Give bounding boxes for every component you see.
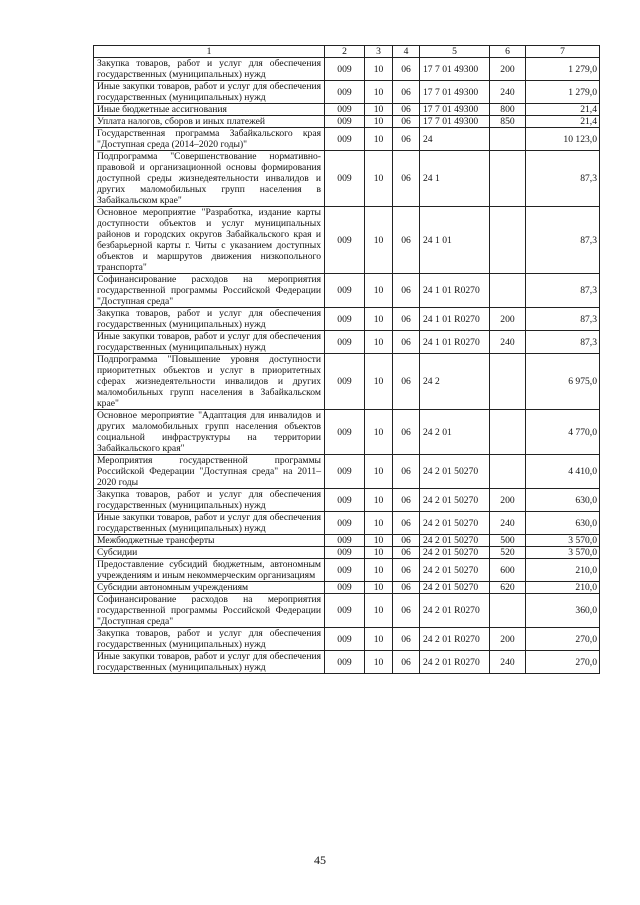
subsection-cell: 06 <box>393 151 420 207</box>
section-cell: 10 <box>365 104 393 116</box>
ministry-code-cell: 009 <box>325 354 365 410</box>
table-row <box>94 410 600 455</box>
subsection-cell: 06 <box>393 651 420 674</box>
amount-cell: 630,0 <box>526 489 600 512</box>
row-name-cell: Закупка товаров, работ и услуг для обеспечения государственных (муниципальных) нужд <box>94 628 325 651</box>
target-article-cell: 24 2 01 <box>420 410 490 455</box>
row-name-cell: Закупка товаров, работ и услуг для обеспечения государственных (муниципальных) нужд <box>94 489 325 512</box>
target-article-cell: 24 2 01 R0270 <box>420 651 490 674</box>
amount-cell: 21,4 <box>526 116 600 128</box>
ministry-code-cell: 009 <box>325 559 365 582</box>
expense-type-cell: 240 <box>490 512 526 535</box>
amount-cell: 360,0 <box>526 594 600 628</box>
table-row <box>94 535 600 547</box>
expense-type-cell <box>490 354 526 410</box>
amount-cell: 210,0 <box>526 559 600 582</box>
ministry-code-cell: 009 <box>325 308 365 331</box>
ministry-code-cell: 009 <box>325 128 365 151</box>
expense-type-cell: 520 <box>490 547 526 559</box>
expense-type-cell <box>490 455 526 489</box>
subsection-cell: 06 <box>393 559 420 582</box>
ministry-code-cell: 009 <box>325 594 365 628</box>
amount-cell: 87,3 <box>526 308 600 331</box>
expense-type-cell: 200 <box>490 308 526 331</box>
target-article-cell: 24 2 01 50270 <box>420 559 490 582</box>
subsection-cell: 06 <box>393 512 420 535</box>
row-name-cell: Субсидии <box>94 547 325 559</box>
table-row <box>94 354 600 410</box>
expense-type-cell <box>490 274 526 308</box>
ministry-code-cell: 009 <box>325 274 365 308</box>
subsection-cell: 06 <box>393 116 420 128</box>
row-name-cell: Основное мероприятие "Адаптация для инвалидов и других маломобильных групп населения объектов социальной инфраструктуры на территории Забайкальского края" <box>94 410 325 455</box>
subsection-cell: 06 <box>393 535 420 547</box>
expense-type-cell: 850 <box>490 116 526 128</box>
section-cell: 10 <box>365 331 393 354</box>
table-row <box>94 547 600 559</box>
subsection-cell: 06 <box>393 331 420 354</box>
expense-type-cell <box>490 410 526 455</box>
table-row <box>94 331 600 354</box>
expense-type-cell <box>490 128 526 151</box>
table-row <box>94 582 600 594</box>
amount-cell: 6 975,0 <box>526 354 600 410</box>
subsection-cell: 06 <box>393 547 420 559</box>
subsection-cell: 06 <box>393 81 420 104</box>
header-cell: 6 <box>490 46 526 58</box>
amount-cell: 4 770,0 <box>526 410 600 455</box>
expense-type-cell: 240 <box>490 651 526 674</box>
expense-type-cell: 620 <box>490 582 526 594</box>
subsection-cell: 06 <box>393 104 420 116</box>
header-cell: 7 <box>526 46 600 58</box>
table-body <box>94 46 600 674</box>
row-name-cell: Подпрограмма "Повышение уровня доступности приоритетных объектов и услуг в приоритетных сферах жизнедеятельности инвалидов и других маломобильных групп населения в Забайкальском крае" <box>94 354 325 410</box>
row-name-cell: Подпрограмма "Совершенствование нормативно-правовой и организационной основы формирования доступной среды жизнедеятельности инвалидов и других маломобильных групп населения в Забайкальском крае" <box>94 151 325 207</box>
ministry-code-cell: 009 <box>325 151 365 207</box>
amount-cell: 270,0 <box>526 651 600 674</box>
expense-type-cell: 600 <box>490 559 526 582</box>
section-cell: 10 <box>365 410 393 455</box>
section-cell: 10 <box>365 512 393 535</box>
table-row <box>94 559 600 582</box>
table-row <box>94 207 600 274</box>
expense-type-cell: 240 <box>490 331 526 354</box>
row-name-cell: Софинансирование расходов на мероприятия государственной программы Российской Федерации "Доступная среда" <box>94 594 325 628</box>
amount-cell: 630,0 <box>526 512 600 535</box>
section-cell: 10 <box>365 594 393 628</box>
row-name-cell: Иные закупки товаров, работ и услуг для обеспечения государственных (муниципальных) нужд <box>94 81 325 104</box>
section-cell: 10 <box>365 455 393 489</box>
table-row <box>94 308 600 331</box>
amount-cell: 21,4 <box>526 104 600 116</box>
header-cell: 3 <box>365 46 393 58</box>
ministry-code-cell: 009 <box>325 547 365 559</box>
amount-cell: 4 410,0 <box>526 455 600 489</box>
ministry-code-cell: 009 <box>325 628 365 651</box>
row-name-cell: Иные закупки товаров, работ и услуг для обеспечения государственных (муниципальных) нужд <box>94 651 325 674</box>
target-article-cell: 24 <box>420 128 490 151</box>
ministry-code-cell: 009 <box>325 489 365 512</box>
table-header-row <box>94 46 600 58</box>
table-row <box>94 128 600 151</box>
expense-type-cell: 200 <box>490 58 526 81</box>
amount-cell: 87,3 <box>526 151 600 207</box>
header-cell: 1 <box>94 46 325 58</box>
subsection-cell: 06 <box>393 128 420 151</box>
table-row <box>94 651 600 674</box>
target-article-cell: 17 7 01 49300 <box>420 104 490 116</box>
target-article-cell: 24 2 01 50270 <box>420 582 490 594</box>
amount-cell: 3 570,0 <box>526 535 600 547</box>
row-name-cell: Субсидии автономным учреждениям <box>94 582 325 594</box>
row-name-cell: Межбюджетные трансферты <box>94 535 325 547</box>
amount-cell: 210,0 <box>526 582 600 594</box>
table-row <box>94 116 600 128</box>
section-cell: 10 <box>365 628 393 651</box>
page-number: 45 <box>314 853 326 867</box>
table-row <box>94 58 600 81</box>
table-row <box>94 104 600 116</box>
expense-type-cell: 500 <box>490 535 526 547</box>
subsection-cell: 06 <box>393 354 420 410</box>
section-cell: 10 <box>365 58 393 81</box>
section-cell: 10 <box>365 81 393 104</box>
ministry-code-cell: 009 <box>325 116 365 128</box>
section-cell: 10 <box>365 151 393 207</box>
section-cell: 10 <box>365 207 393 274</box>
ministry-code-cell: 009 <box>325 582 365 594</box>
amount-cell: 1 279,0 <box>526 81 600 104</box>
row-name-cell: Государственная программа Забайкальского края "Доступная среда (2014–2020 годы)" <box>94 128 325 151</box>
table-row <box>94 594 600 628</box>
subsection-cell: 06 <box>393 628 420 651</box>
table-row <box>94 512 600 535</box>
header-cell: 4 <box>393 46 420 58</box>
amount-cell: 87,3 <box>526 274 600 308</box>
expense-type-cell: 200 <box>490 489 526 512</box>
expense-type-cell: 240 <box>490 81 526 104</box>
section-cell: 10 <box>365 651 393 674</box>
row-name-cell: Уплата налогов, сборов и иных платежей <box>94 116 325 128</box>
target-article-cell: 24 1 01 R0270 <box>420 308 490 331</box>
amount-cell: 87,3 <box>526 331 600 354</box>
section-cell: 10 <box>365 559 393 582</box>
target-article-cell: 24 2 01 50270 <box>420 489 490 512</box>
target-article-cell: 17 7 01 49300 <box>420 58 490 81</box>
ministry-code-cell: 009 <box>325 455 365 489</box>
header-cell: 2 <box>325 46 365 58</box>
subsection-cell: 06 <box>393 207 420 274</box>
table-row <box>94 81 600 104</box>
expense-type-cell <box>490 151 526 207</box>
subsection-cell: 06 <box>393 274 420 308</box>
row-name-cell: Иные закупки товаров, работ и услуг для обеспечения государственных (муниципальных) нужд <box>94 331 325 354</box>
target-article-cell: 24 2 01 50270 <box>420 547 490 559</box>
row-name-cell: Мероприятия государственной программы Российской Федерации "Доступная среда" на 2011–2020 годы <box>94 455 325 489</box>
target-article-cell: 24 1 <box>420 151 490 207</box>
target-article-cell: 24 2 01 50270 <box>420 455 490 489</box>
ministry-code-cell: 009 <box>325 512 365 535</box>
table-row <box>94 489 600 512</box>
section-cell: 10 <box>365 582 393 594</box>
amount-cell: 270,0 <box>526 628 600 651</box>
section-cell: 10 <box>365 128 393 151</box>
ministry-code-cell: 009 <box>325 331 365 354</box>
ministry-code-cell: 009 <box>325 207 365 274</box>
ministry-code-cell: 009 <box>325 104 365 116</box>
subsection-cell: 06 <box>393 58 420 81</box>
subsection-cell: 06 <box>393 308 420 331</box>
header-cell: 5 <box>420 46 490 58</box>
row-name-cell: Софинансирование расходов на мероприятия государственной программы Российской Федерации "Доступная среда" <box>94 274 325 308</box>
section-cell: 10 <box>365 547 393 559</box>
row-name-cell: Иные бюджетные ассигнования <box>94 104 325 116</box>
ministry-code-cell: 009 <box>325 535 365 547</box>
target-article-cell: 24 1 01 <box>420 207 490 274</box>
table-row <box>94 274 600 308</box>
expense-type-cell: 800 <box>490 104 526 116</box>
expense-type-cell <box>490 594 526 628</box>
ministry-code-cell: 009 <box>325 410 365 455</box>
row-name-cell: Иные закупки товаров, работ и услуг для обеспечения государственных (муниципальных) нужд <box>94 512 325 535</box>
target-article-cell: 24 1 01 R0270 <box>420 331 490 354</box>
row-name-cell: Основное мероприятие "Разработка, издание карты доступности объектов и услуг муниципальных районов и городских округов Забайкальского края и безбарьерной карты г. Читы с указанием доступных объектов и маршрутов движения низкопольного транспорта" <box>94 207 325 274</box>
target-article-cell: 17 7 01 49300 <box>420 81 490 104</box>
row-name-cell: Предоставление субсидий бюджетным, автономным учреждениям и иным некоммерческим организациям <box>94 559 325 582</box>
target-article-cell: 24 2 01 R0270 <box>420 594 490 628</box>
section-cell: 10 <box>365 274 393 308</box>
target-article-cell: 24 2 01 R0270 <box>420 628 490 651</box>
section-cell: 10 <box>365 116 393 128</box>
target-article-cell: 24 2 01 50270 <box>420 512 490 535</box>
table-row <box>94 628 600 651</box>
subsection-cell: 06 <box>393 582 420 594</box>
row-name-cell: Закупка товаров, работ и услуг для обеспечения государственных (муниципальных) нужд <box>94 308 325 331</box>
section-cell: 10 <box>365 489 393 512</box>
target-article-cell: 24 2 <box>420 354 490 410</box>
amount-cell: 3 570,0 <box>526 547 600 559</box>
ministry-code-cell: 009 <box>325 58 365 81</box>
amount-cell: 87,3 <box>526 207 600 274</box>
expense-type-cell <box>490 207 526 274</box>
ministry-code-cell: 009 <box>325 651 365 674</box>
subsection-cell: 06 <box>393 410 420 455</box>
ministry-code-cell: 009 <box>325 81 365 104</box>
budget-table <box>93 45 600 674</box>
table-row <box>94 151 600 207</box>
section-cell: 10 <box>365 354 393 410</box>
subsection-cell: 06 <box>393 455 420 489</box>
expense-type-cell: 200 <box>490 628 526 651</box>
subsection-cell: 06 <box>393 489 420 512</box>
amount-cell: 1 279,0 <box>526 58 600 81</box>
section-cell: 10 <box>365 308 393 331</box>
target-article-cell: 24 2 01 50270 <box>420 535 490 547</box>
section-cell: 10 <box>365 535 393 547</box>
row-name-cell: Закупка товаров, работ и услуг для обеспечения государственных (муниципальных) нужд <box>94 58 325 81</box>
subsection-cell: 06 <box>393 594 420 628</box>
target-article-cell: 17 7 01 49300 <box>420 116 490 128</box>
amount-cell: 10 123,0 <box>526 128 600 151</box>
target-article-cell: 24 1 01 R0270 <box>420 274 490 308</box>
table-row <box>94 455 600 489</box>
